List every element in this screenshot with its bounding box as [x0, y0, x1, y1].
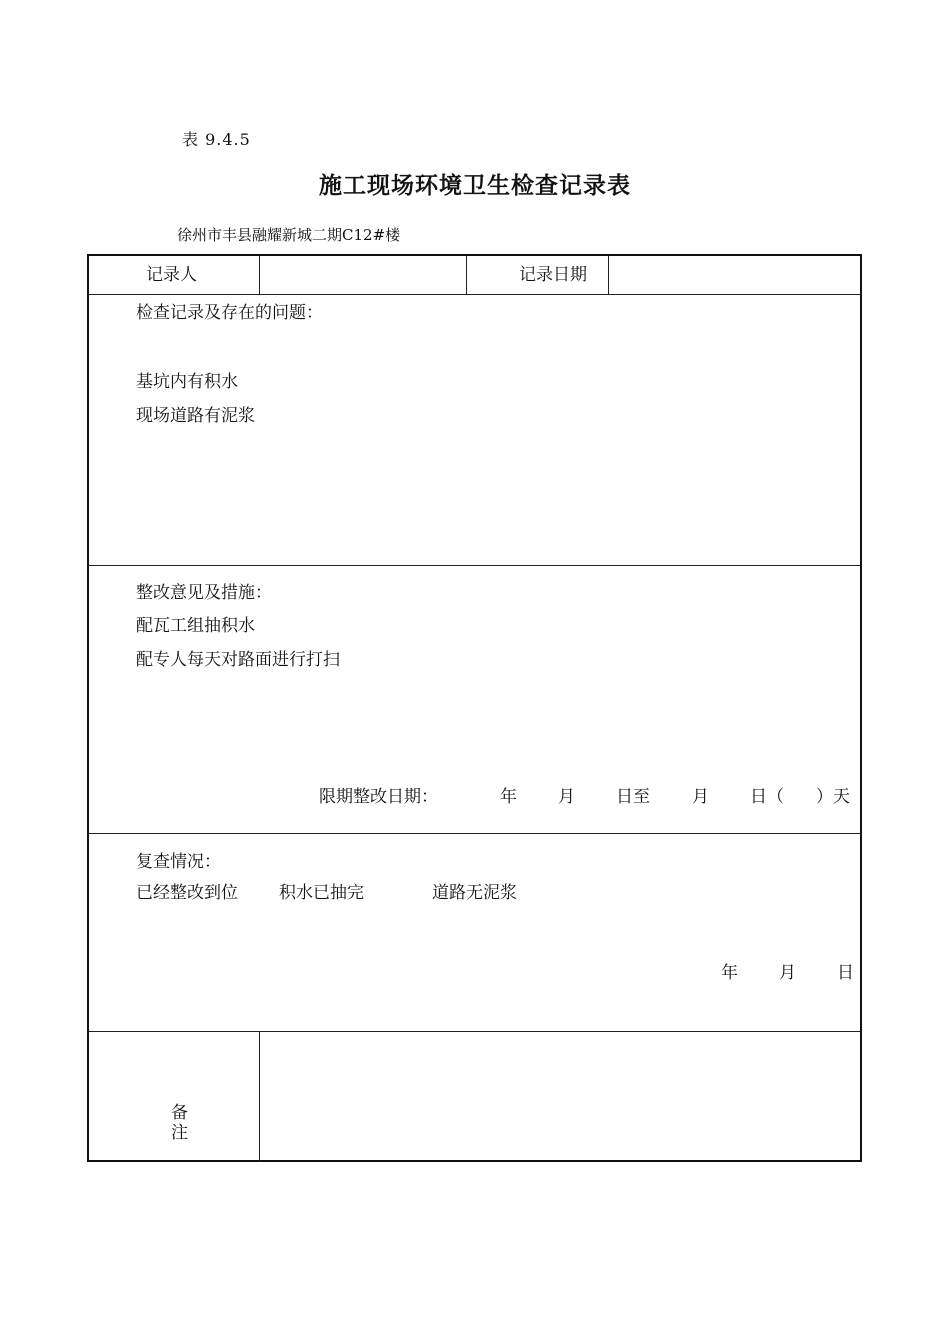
recorder-label: 记录人 [146, 265, 197, 285]
review-month: 月 [779, 963, 796, 983]
review-item: 积水已抽完 [279, 883, 364, 903]
rectification-item: 配专人每天对路面进行打扫 [136, 650, 340, 670]
deadline-month-2: 月 [692, 787, 709, 807]
row-divider [89, 294, 860, 295]
rectification-label: 整改意见及措施： [136, 583, 272, 603]
row-divider [89, 1031, 860, 1032]
column-divider [259, 256, 260, 294]
review-day: 日 [837, 963, 854, 983]
deadline-label: 限期整改日期： [319, 787, 438, 807]
deadline-day-paren: 日（ [750, 787, 784, 807]
review-item: 道路无泥浆 [432, 883, 517, 903]
inspection-form [87, 254, 862, 1162]
inspection-item: 基坑内有积水 [136, 372, 238, 392]
deadline-year: 年 [500, 787, 517, 807]
column-divider [259, 1031, 260, 1162]
deadline-days: ）天 [816, 787, 850, 807]
deadline-day-to: 日至 [616, 787, 650, 807]
inspection-item: 现场道路有泥浆 [136, 406, 255, 426]
recorder-field[interactable] [265, 260, 460, 288]
column-divider [608, 256, 609, 294]
remarks-field[interactable] [265, 1036, 855, 1156]
remarks-label: 备 [171, 1103, 188, 1123]
row-divider [89, 565, 860, 566]
review-label: 复查情况： [136, 852, 221, 872]
record-date-field[interactable] [614, 260, 854, 288]
review-year: 年 [721, 963, 738, 983]
column-divider [466, 256, 467, 294]
rectification-item: 配瓦工组抽积水 [136, 616, 255, 636]
record-date-label: 记录日期 [519, 265, 587, 285]
deadline-month: 月 [558, 787, 575, 807]
inspection-label: 检查记录及存在的问题： [136, 303, 323, 323]
remarks-label: 注 [171, 1123, 188, 1143]
project-name: 徐州市丰县融耀新城二期C12#楼 [177, 226, 401, 244]
page-title: 施工现场环境卫生检查记录表 [319, 172, 631, 199]
row-divider [89, 833, 860, 834]
table-number: 表 9.4.5 [182, 130, 251, 149]
review-item: 已经整改到位 [136, 883, 238, 903]
